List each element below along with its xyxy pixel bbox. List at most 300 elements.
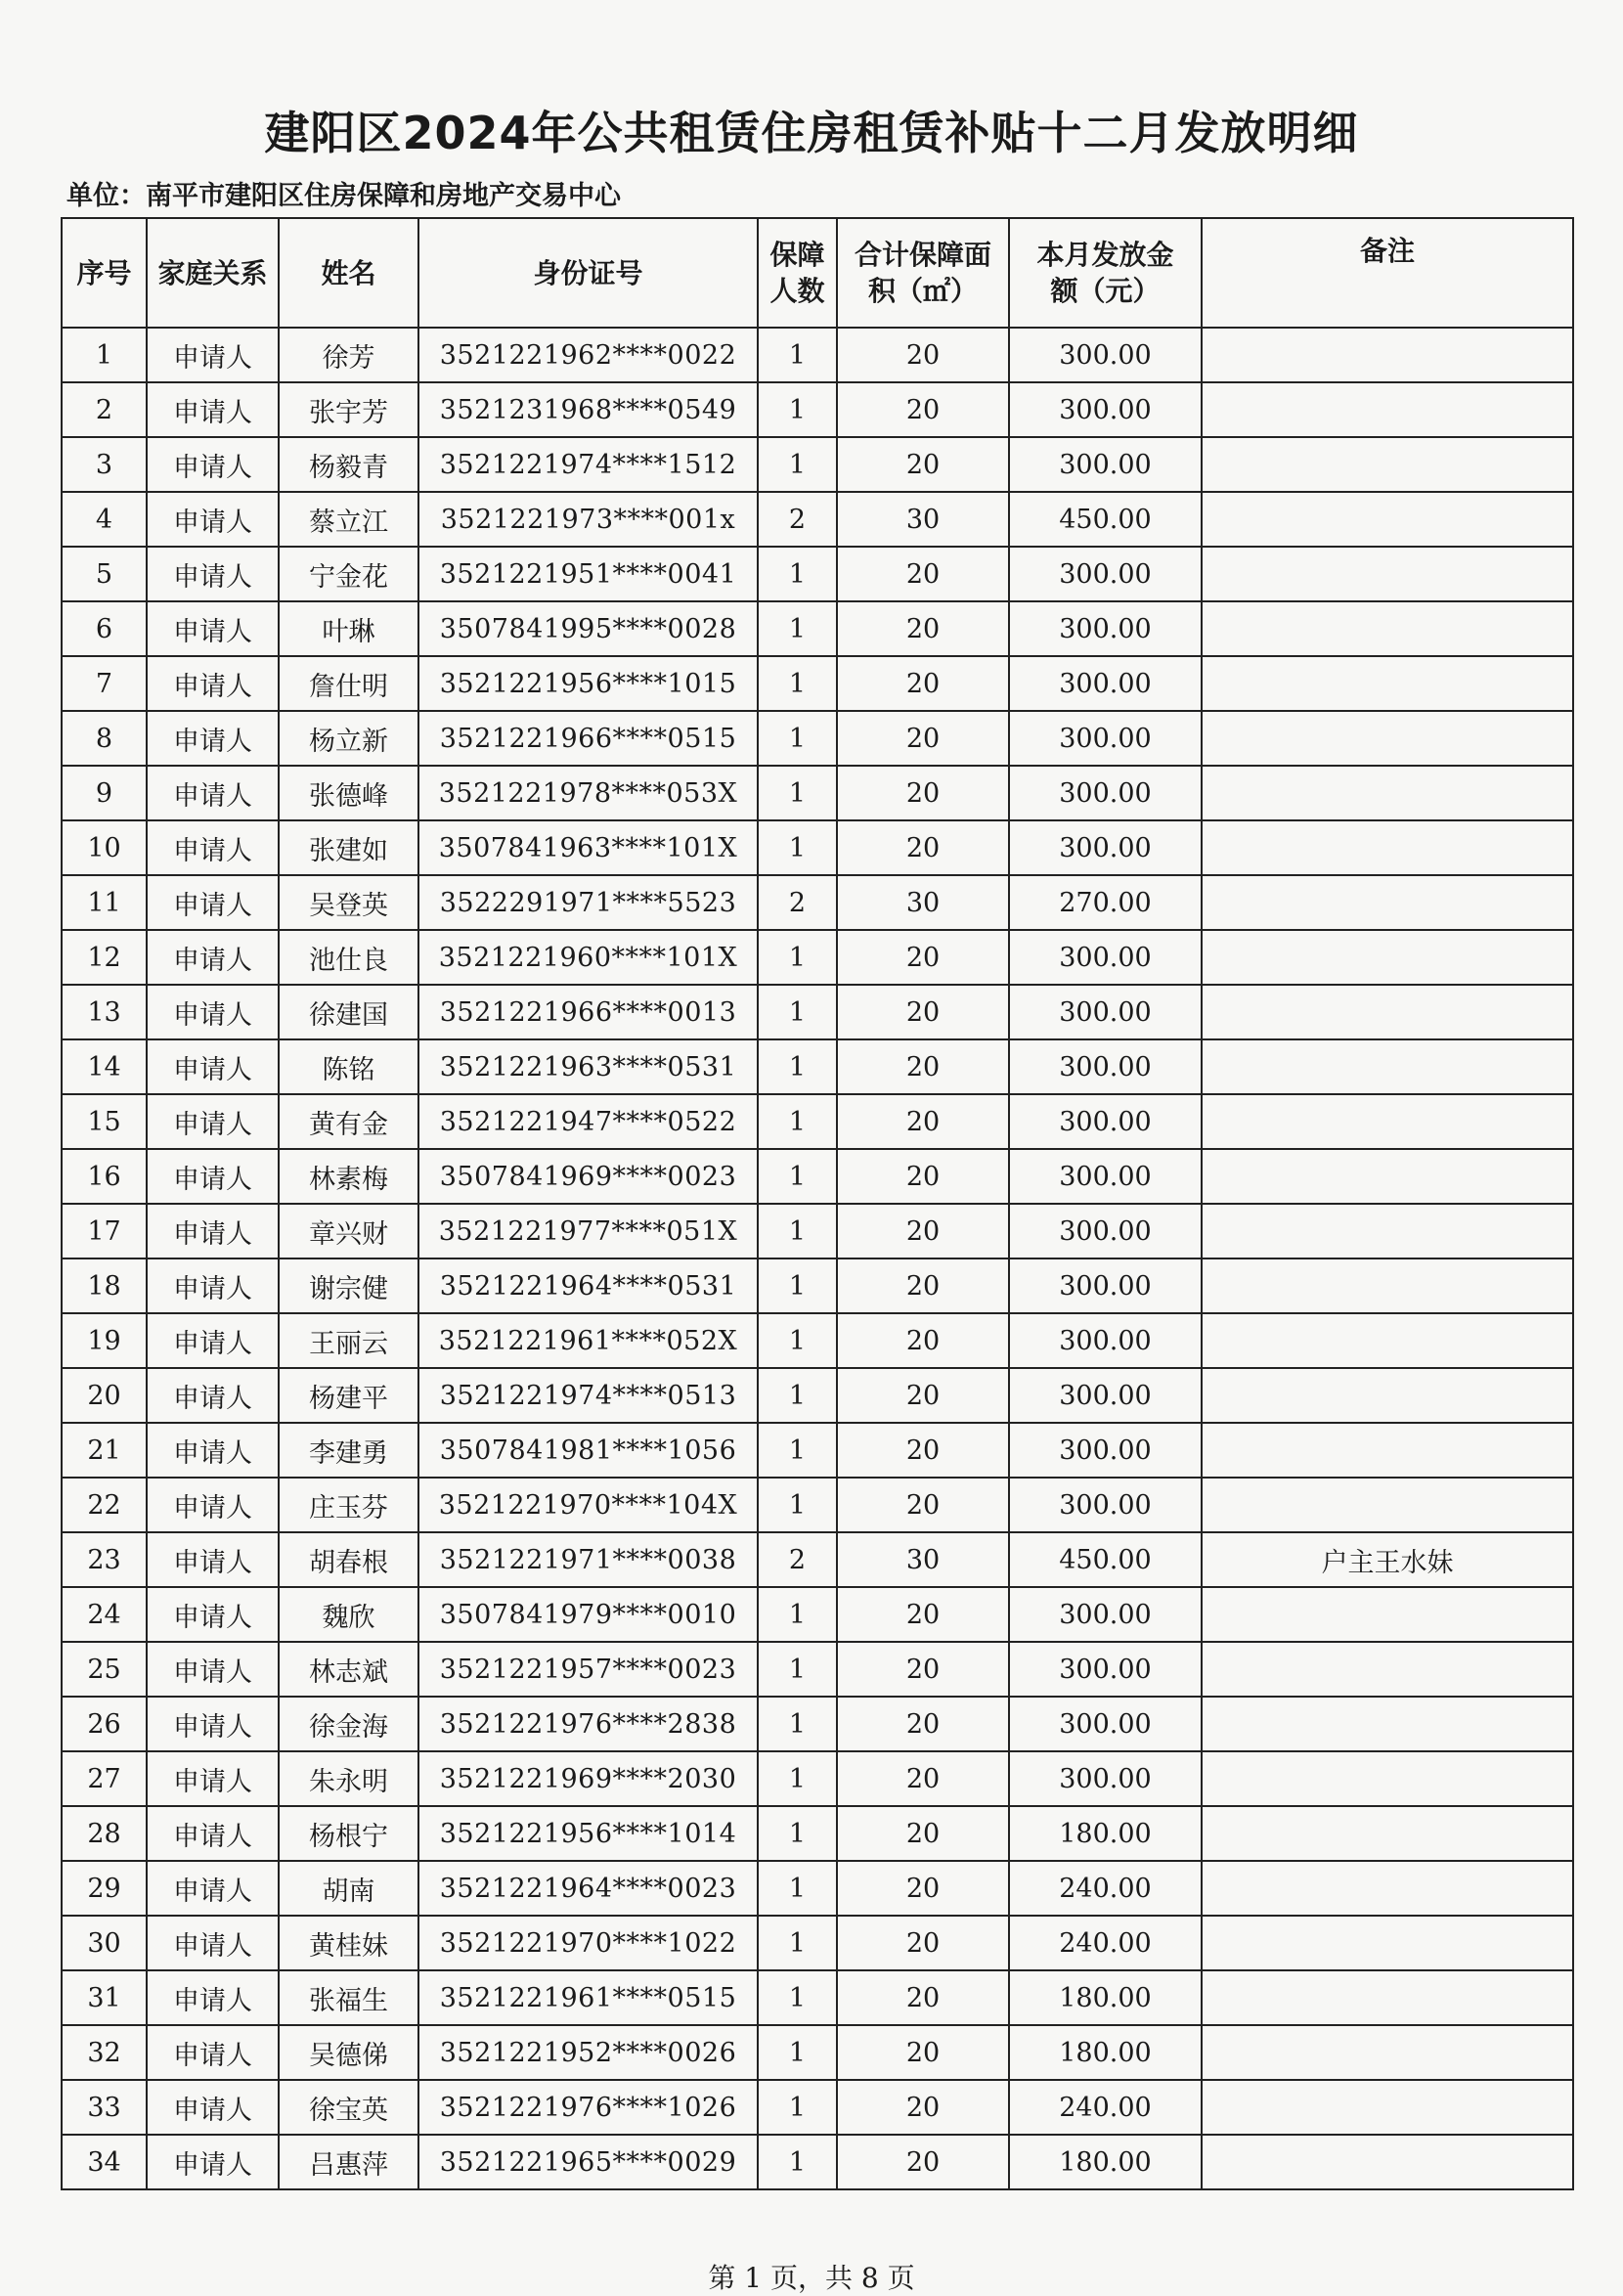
cell-seq: 17 (62, 1204, 147, 1258)
cell-relation: 申请人 (147, 328, 279, 382)
cell-amount: 300.00 (1009, 382, 1202, 437)
cell-persons: 1 (758, 1916, 837, 1970)
cell-seq: 32 (62, 2025, 147, 2080)
cell-name: 黄有金 (279, 1094, 418, 1149)
table-row (62, 382, 1573, 437)
cell-area: 20 (837, 1970, 1009, 2025)
cell-seq: 30 (62, 1916, 147, 1970)
cell-amount: 300.00 (1009, 1204, 1202, 1258)
table-row (62, 1313, 1573, 1368)
cell-name: 宁金花 (279, 547, 418, 601)
cell-seq: 10 (62, 820, 147, 875)
table-body (62, 328, 1573, 2189)
cell-amount: 240.00 (1009, 2080, 1202, 2135)
table-row (62, 1970, 1573, 2025)
cell-name: 叶琳 (279, 601, 418, 656)
cell-area: 20 (837, 2025, 1009, 2080)
cell-id-number: 3521221974****1512 (418, 437, 758, 492)
table-row (62, 2135, 1573, 2189)
cell-amount: 300.00 (1009, 1478, 1202, 1532)
cell-area: 20 (837, 1861, 1009, 1916)
table-row (62, 547, 1573, 601)
cell-amount: 300.00 (1009, 1313, 1202, 1368)
table-row (62, 1094, 1573, 1149)
table-row (62, 1697, 1573, 1751)
cell-relation: 申请人 (147, 1806, 279, 1861)
cell-id-number: 3521221956****1014 (418, 1806, 758, 1861)
cell-amount: 180.00 (1009, 1806, 1202, 1861)
cell-name: 张德峰 (279, 766, 418, 820)
cell-area: 20 (837, 382, 1009, 437)
cell-seq: 22 (62, 1478, 147, 1532)
header-row (62, 218, 1573, 328)
cell-name: 杨建平 (279, 1368, 418, 1423)
cell-name: 徐金海 (279, 1697, 418, 1751)
header-amount-line2: 额（元） (1050, 275, 1161, 307)
cell-amount: 300.00 (1009, 985, 1202, 1039)
cell-amount: 450.00 (1009, 492, 1202, 547)
cell-relation: 申请人 (147, 1039, 279, 1094)
cell-persons: 2 (758, 492, 837, 547)
cell-amount: 300.00 (1009, 930, 1202, 985)
cell-note (1202, 820, 1573, 875)
cell-name: 蔡立江 (279, 492, 418, 547)
table-row (62, 2080, 1573, 2135)
cell-note (1202, 1861, 1573, 1916)
cell-area: 30 (837, 875, 1009, 930)
cell-amount: 300.00 (1009, 1368, 1202, 1423)
table-row (62, 1642, 1573, 1697)
cell-relation: 申请人 (147, 547, 279, 601)
cell-area: 20 (837, 437, 1009, 492)
cell-name: 徐宝英 (279, 2080, 418, 2135)
cell-name: 吴登英 (279, 875, 418, 930)
table-row (62, 2025, 1573, 2080)
cell-name: 胡南 (279, 1861, 418, 1916)
cell-persons: 1 (758, 1587, 837, 1642)
cell-amount: 300.00 (1009, 328, 1202, 382)
table-row (62, 1039, 1573, 1094)
cell-relation: 申请人 (147, 820, 279, 875)
header-id: 身份证号 (418, 218, 758, 328)
cell-id-number: 3521231968****0549 (418, 382, 758, 437)
table-row (62, 492, 1573, 547)
cell-name: 李建勇 (279, 1423, 418, 1478)
cell-area: 20 (837, 985, 1009, 1039)
cell-note (1202, 875, 1573, 930)
cell-seq: 34 (62, 2135, 147, 2189)
cell-persons: 1 (758, 711, 837, 766)
cell-amount: 450.00 (1009, 1532, 1202, 1587)
table-row (62, 1368, 1573, 1423)
cell-amount: 300.00 (1009, 1697, 1202, 1751)
cell-name: 王丽云 (279, 1313, 418, 1368)
cell-seq: 18 (62, 1258, 147, 1313)
cell-area: 20 (837, 930, 1009, 985)
cell-amount: 300.00 (1009, 656, 1202, 711)
cell-area: 20 (837, 1258, 1009, 1313)
header-area (837, 218, 1009, 328)
cell-amount: 270.00 (1009, 875, 1202, 930)
cell-note (1202, 492, 1573, 547)
cell-relation: 申请人 (147, 1532, 279, 1587)
cell-persons: 1 (758, 1751, 837, 1806)
cell-seq: 14 (62, 1039, 147, 1094)
cell-area: 20 (837, 2080, 1009, 2135)
table-row (62, 711, 1573, 766)
cell-id-number: 3521221947****0522 (418, 1094, 758, 1149)
header-relation: 家庭关系 (147, 218, 279, 328)
header-area-line1: 合计保障面 (854, 239, 991, 271)
cell-area: 20 (837, 1642, 1009, 1697)
cell-persons: 1 (758, 1258, 837, 1313)
table-row (62, 1806, 1573, 1861)
cell-note (1202, 930, 1573, 985)
cell-persons: 1 (758, 2080, 837, 2135)
cell-note (1202, 1970, 1573, 2025)
cell-seq: 4 (62, 492, 147, 547)
cell-seq: 28 (62, 1806, 147, 1861)
cell-area: 20 (837, 1313, 1009, 1368)
cell-relation: 申请人 (147, 1751, 279, 1806)
cell-area: 20 (837, 656, 1009, 711)
header-note: 备注 (1202, 218, 1573, 328)
cell-seq: 26 (62, 1697, 147, 1751)
cell-name: 杨毅青 (279, 437, 418, 492)
cell-persons: 1 (758, 2135, 837, 2189)
cell-persons: 2 (758, 875, 837, 930)
cell-persons: 1 (758, 1204, 837, 1258)
cell-relation: 申请人 (147, 985, 279, 1039)
cell-persons: 1 (758, 382, 837, 437)
cell-area: 20 (837, 711, 1009, 766)
cell-area: 20 (837, 547, 1009, 601)
cell-id-number: 3521221976****2838 (418, 1697, 758, 1751)
cell-area: 20 (837, 1423, 1009, 1478)
cell-id-number: 3521221974****0513 (418, 1368, 758, 1423)
cell-seq: 3 (62, 437, 147, 492)
cell-area: 20 (837, 1368, 1009, 1423)
cell-area: 20 (837, 1751, 1009, 1806)
cell-seq: 2 (62, 382, 147, 437)
cell-seq: 6 (62, 601, 147, 656)
cell-note (1202, 1423, 1573, 1478)
table-row (62, 1861, 1573, 1916)
cell-area: 30 (837, 1532, 1009, 1587)
cell-persons: 1 (758, 2025, 837, 2080)
cell-id-number: 3521221971****0038 (418, 1532, 758, 1587)
cell-name: 陈铭 (279, 1039, 418, 1094)
cell-id-number: 3521221960****101X (418, 930, 758, 985)
cell-seq: 16 (62, 1149, 147, 1204)
table-row (62, 1204, 1573, 1258)
table-row (62, 1423, 1573, 1478)
cell-note (1202, 1258, 1573, 1313)
cell-relation: 申请人 (147, 1478, 279, 1532)
cell-area: 20 (837, 601, 1009, 656)
cell-note (1202, 601, 1573, 656)
cell-area: 20 (837, 2135, 1009, 2189)
cell-persons: 1 (758, 656, 837, 711)
cell-amount: 180.00 (1009, 2025, 1202, 2080)
cell-name: 池仕良 (279, 930, 418, 985)
header-area-line2: 积（㎡） (867, 275, 978, 307)
cell-seq: 19 (62, 1313, 147, 1368)
cell-area: 30 (837, 492, 1009, 547)
cell-relation: 申请人 (147, 930, 279, 985)
cell-persons: 1 (758, 820, 837, 875)
cell-persons: 1 (758, 1806, 837, 1861)
cell-persons: 1 (758, 1697, 837, 1751)
cell-amount: 300.00 (1009, 1642, 1202, 1697)
cell-id-number: 3507841963****101X (418, 820, 758, 875)
cell-relation: 申请人 (147, 1642, 279, 1697)
cell-relation: 申请人 (147, 875, 279, 930)
cell-note (1202, 382, 1573, 437)
header-persons-line2: 人数 (769, 275, 825, 307)
cell-note (1202, 2025, 1573, 2080)
cell-note (1202, 711, 1573, 766)
cell-relation: 申请人 (147, 1094, 279, 1149)
cell-area: 20 (837, 1806, 1009, 1861)
table-row (62, 1478, 1573, 1532)
cell-id-number: 3521221963****0531 (418, 1039, 758, 1094)
cell-note (1202, 1149, 1573, 1204)
cell-relation: 申请人 (147, 1368, 279, 1423)
cell-name: 林素梅 (279, 1149, 418, 1204)
cell-amount: 300.00 (1009, 437, 1202, 492)
cell-name: 张宇芳 (279, 382, 418, 437)
table-row (62, 930, 1573, 985)
cell-note (1202, 1313, 1573, 1368)
cell-amount: 240.00 (1009, 1916, 1202, 1970)
cell-amount: 300.00 (1009, 1149, 1202, 1204)
cell-relation: 申请人 (147, 2025, 279, 2080)
cell-area: 20 (837, 766, 1009, 820)
table-row (62, 656, 1573, 711)
cell-seq: 8 (62, 711, 147, 766)
table-row (62, 1258, 1573, 1313)
cell-name: 黄桂妹 (279, 1916, 418, 1970)
cell-persons: 1 (758, 601, 837, 656)
table-row (62, 985, 1573, 1039)
cell-name: 吴德俤 (279, 2025, 418, 2080)
cell-persons: 1 (758, 547, 837, 601)
cell-seq: 5 (62, 547, 147, 601)
cell-area: 20 (837, 820, 1009, 875)
cell-note (1202, 1751, 1573, 1806)
table-row (62, 437, 1573, 492)
cell-relation: 申请人 (147, 1258, 279, 1313)
cell-id-number: 3521221964****0023 (418, 1861, 758, 1916)
cell-persons: 1 (758, 985, 837, 1039)
cell-id-number: 3521221957****0023 (418, 1642, 758, 1697)
cell-relation: 申请人 (147, 1861, 279, 1916)
cell-area: 20 (837, 1587, 1009, 1642)
cell-seq: 27 (62, 1751, 147, 1806)
cell-seq: 33 (62, 2080, 147, 2135)
cell-persons: 1 (758, 1149, 837, 1204)
cell-note (1202, 547, 1573, 601)
cell-name: 谢宗健 (279, 1258, 418, 1313)
header-amount-line1: 本月发放金 (1036, 239, 1174, 271)
cell-id-number: 3507841979****0010 (418, 1587, 758, 1642)
cell-id-number: 3521221969****2030 (418, 1751, 758, 1806)
cell-persons: 1 (758, 1478, 837, 1532)
cell-name: 詹仕明 (279, 656, 418, 711)
cell-name: 杨立新 (279, 711, 418, 766)
cell-id-number: 3521221951****0041 (418, 547, 758, 601)
cell-persons: 1 (758, 1313, 837, 1368)
cell-area: 20 (837, 1478, 1009, 1532)
cell-relation: 申请人 (147, 1204, 279, 1258)
cell-note (1202, 1204, 1573, 1258)
cell-name: 张建如 (279, 820, 418, 875)
cell-note (1202, 1094, 1573, 1149)
cell-persons: 1 (758, 766, 837, 820)
cell-amount: 300.00 (1009, 820, 1202, 875)
cell-relation: 申请人 (147, 1697, 279, 1751)
cell-note (1202, 985, 1573, 1039)
cell-seq: 31 (62, 1970, 147, 2025)
cell-relation: 申请人 (147, 1149, 279, 1204)
cell-seq: 25 (62, 1642, 147, 1697)
cell-note (1202, 2135, 1573, 2189)
cell-persons: 1 (758, 1642, 837, 1697)
cell-note (1202, 1642, 1573, 1697)
cell-amount: 300.00 (1009, 711, 1202, 766)
table-row (62, 1587, 1573, 1642)
cell-persons: 1 (758, 1970, 837, 2025)
cell-amount: 180.00 (1009, 1970, 1202, 2025)
cell-area: 20 (837, 1697, 1009, 1751)
cell-note: 户主王水妹 (1202, 1532, 1573, 1587)
cell-seq: 12 (62, 930, 147, 985)
cell-area: 20 (837, 1039, 1009, 1094)
cell-area: 20 (837, 1204, 1009, 1258)
cell-note (1202, 1478, 1573, 1532)
cell-amount: 300.00 (1009, 1751, 1202, 1806)
cell-note (1202, 1039, 1573, 1094)
table-row (62, 601, 1573, 656)
table-row (62, 1751, 1573, 1806)
cell-id-number: 3521221976****1026 (418, 2080, 758, 2135)
header-amount (1009, 218, 1202, 328)
cell-note (1202, 1587, 1573, 1642)
cell-id-number: 3521221978****053X (418, 766, 758, 820)
cell-relation: 申请人 (147, 437, 279, 492)
cell-relation: 申请人 (147, 382, 279, 437)
table-row (62, 875, 1573, 930)
cell-persons: 1 (758, 1423, 837, 1478)
subsidy-table (61, 217, 1574, 2190)
cell-seq: 13 (62, 985, 147, 1039)
cell-amount: 300.00 (1009, 766, 1202, 820)
cell-seq: 21 (62, 1423, 147, 1478)
cell-amount: 180.00 (1009, 2135, 1202, 2189)
cell-relation: 申请人 (147, 1587, 279, 1642)
table-row (62, 1916, 1573, 1970)
cell-id-number: 3521221966****0013 (418, 985, 758, 1039)
cell-seq: 1 (62, 328, 147, 382)
cell-note (1202, 1806, 1573, 1861)
header-persons-line1: 保障 (769, 239, 825, 271)
cell-id-number: 3507841995****0028 (418, 601, 758, 656)
cell-relation: 申请人 (147, 1313, 279, 1368)
cell-id-number: 3522291971****5523 (418, 875, 758, 930)
cell-amount: 300.00 (1009, 1094, 1202, 1149)
cell-note (1202, 328, 1573, 382)
cell-name: 朱永明 (279, 1751, 418, 1806)
cell-id-number: 3521221952****0026 (418, 2025, 758, 2080)
table-row (62, 328, 1573, 382)
cell-relation: 申请人 (147, 1916, 279, 1970)
cell-name: 庄玉芬 (279, 1478, 418, 1532)
cell-amount: 300.00 (1009, 1587, 1202, 1642)
cell-amount: 300.00 (1009, 601, 1202, 656)
unit-label: 单位：南平市建阳区住房保障和房地产交易中心 (66, 181, 621, 211)
cell-note (1202, 1916, 1573, 1970)
table-row (62, 1149, 1573, 1204)
cell-relation: 申请人 (147, 492, 279, 547)
cell-seq: 7 (62, 656, 147, 711)
cell-amount: 300.00 (1009, 1423, 1202, 1478)
cell-id-number: 3507841981****1056 (418, 1423, 758, 1478)
cell-id-number: 3521221961****052X (418, 1313, 758, 1368)
cell-area: 20 (837, 328, 1009, 382)
cell-persons: 1 (758, 1861, 837, 1916)
cell-id-number: 3521221956****1015 (418, 656, 758, 711)
cell-note (1202, 2080, 1573, 2135)
cell-relation: 申请人 (147, 766, 279, 820)
cell-relation: 申请人 (147, 711, 279, 766)
header-seq: 序号 (62, 218, 147, 328)
cell-area: 20 (837, 1149, 1009, 1204)
cell-seq: 11 (62, 875, 147, 930)
page-footer: 第 1 页，共 8 页 (708, 2262, 915, 2294)
cell-area: 20 (837, 1916, 1009, 1970)
cell-id-number: 3521221965****0029 (418, 2135, 758, 2189)
cell-name: 张福生 (279, 1970, 418, 2025)
cell-amount: 300.00 (1009, 1039, 1202, 1094)
cell-name: 吕惠萍 (279, 2135, 418, 2189)
cell-note (1202, 437, 1573, 492)
header-name: 姓名 (279, 218, 418, 328)
cell-seq: 24 (62, 1587, 147, 1642)
cell-note (1202, 1368, 1573, 1423)
cell-persons: 2 (758, 1532, 837, 1587)
table-row (62, 820, 1573, 875)
cell-relation: 申请人 (147, 2080, 279, 2135)
cell-persons: 1 (758, 328, 837, 382)
cell-name: 章兴财 (279, 1204, 418, 1258)
cell-seq: 9 (62, 766, 147, 820)
cell-note (1202, 766, 1573, 820)
cell-persons: 1 (758, 437, 837, 492)
cell-persons: 1 (758, 930, 837, 985)
cell-id-number: 3521221970****104X (418, 1478, 758, 1532)
cell-name: 徐建国 (279, 985, 418, 1039)
cell-seq: 20 (62, 1368, 147, 1423)
cell-amount: 240.00 (1009, 1861, 1202, 1916)
cell-id-number: 3521221962****0022 (418, 328, 758, 382)
cell-persons: 1 (758, 1094, 837, 1149)
cell-id-number: 3507841969****0023 (418, 1149, 758, 1204)
cell-seq: 15 (62, 1094, 147, 1149)
cell-relation: 申请人 (147, 601, 279, 656)
cell-id-number: 3521221964****0531 (418, 1258, 758, 1313)
cell-persons: 1 (758, 1368, 837, 1423)
